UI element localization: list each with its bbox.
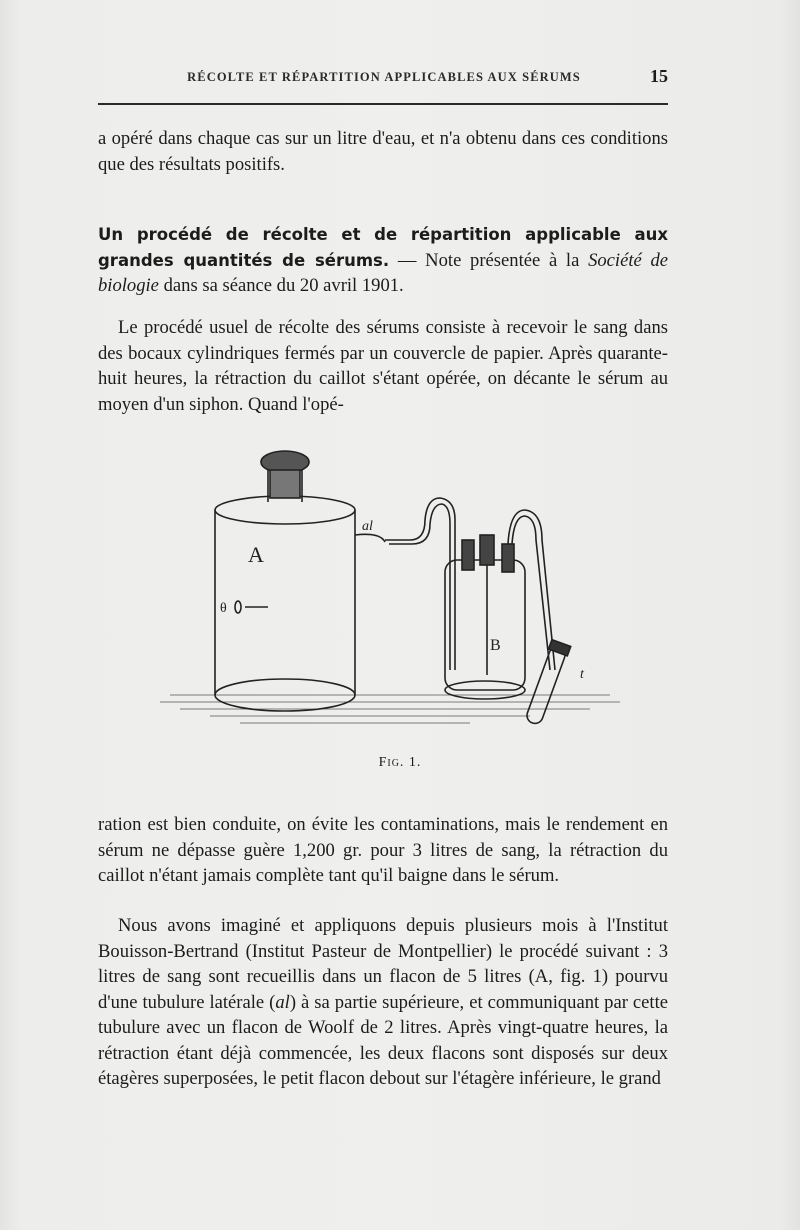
paragraph-4-part-a: Nous avons imaginé et appliquons depuis plusieurs mois à l'Institut Bouisson-Bertrand (Institut Pasteur de Montpellier) le procédé suivant : 3 litres de sang sont recueillis dans un flacon de 5 litres (A, fig. 1) pourvu d'une tubulure latérale ( bbox=[98, 915, 668, 1013]
running-header: RÉCOLTE ET RÉPARTITION APPLICABLES AUX SÉRUMS bbox=[187, 70, 581, 84]
paragraph-3: ration est bien conduite, on évite les contaminations, mais le rendement en sérum ne dépasse guère 1,200 gr. pour 3 litres de sang, la rétraction du caillot n'étant jamais complète tant qu'il baigne dans le sérum. bbox=[98, 814, 668, 886]
figure-1-illustration bbox=[150, 440, 670, 740]
figure-caption-text: Fig. 1. bbox=[378, 755, 422, 770]
paragraph-4 bbox=[98, 913, 668, 1092]
page-number: 15 bbox=[650, 66, 668, 86]
section-note-journal: Société de biologie bbox=[98, 249, 669, 296]
section-title: Un procédé de récolte et de répartition applicable aux grandes quantités de sérums. bbox=[98, 225, 668, 270]
label-t: t bbox=[580, 667, 584, 682]
section-note-lead: — Note présentée à la bbox=[389, 249, 589, 271]
section-note-tail: dans sa séance du 20 avril 1901. bbox=[158, 275, 404, 296]
header-rule bbox=[98, 103, 668, 105]
paragraph-2: Le procédé usuel de récolte des sérums consiste à recevoir le sang dans des bocaux cylindriques fermés par un couvercle de papier. Après quarante-huit heures, la rétraction du caillot s'étant opérée, on décante le sérum au moyen d'un siphon. Quand l'opé- bbox=[98, 317, 668, 415]
paragraph-4-part-b: ) à sa partie supérieure, et communiquant par cette tubulure avec un flacon de Woolf de 2 litres. Après vingt-quatre heures, la rétraction étant déjà commencée, les deux flacons sont disposés sur deux étagères superposées, le petit flacon debout sur l'étagère inférieure, le grand bbox=[98, 991, 669, 1089]
label-theta: θ bbox=[220, 601, 227, 616]
label-b: B bbox=[490, 637, 501, 654]
label-al: al bbox=[362, 519, 373, 534]
section-heading bbox=[98, 222, 668, 299]
paragraph-4-al: al bbox=[275, 991, 290, 1013]
label-a: A bbox=[248, 542, 264, 567]
figure-caption bbox=[0, 755, 800, 771]
paragraph-1: a opéré dans chaque cas sur un litre d'eau, et n'a obtenu dans ces conditions que des résultats positifs. bbox=[98, 128, 668, 175]
